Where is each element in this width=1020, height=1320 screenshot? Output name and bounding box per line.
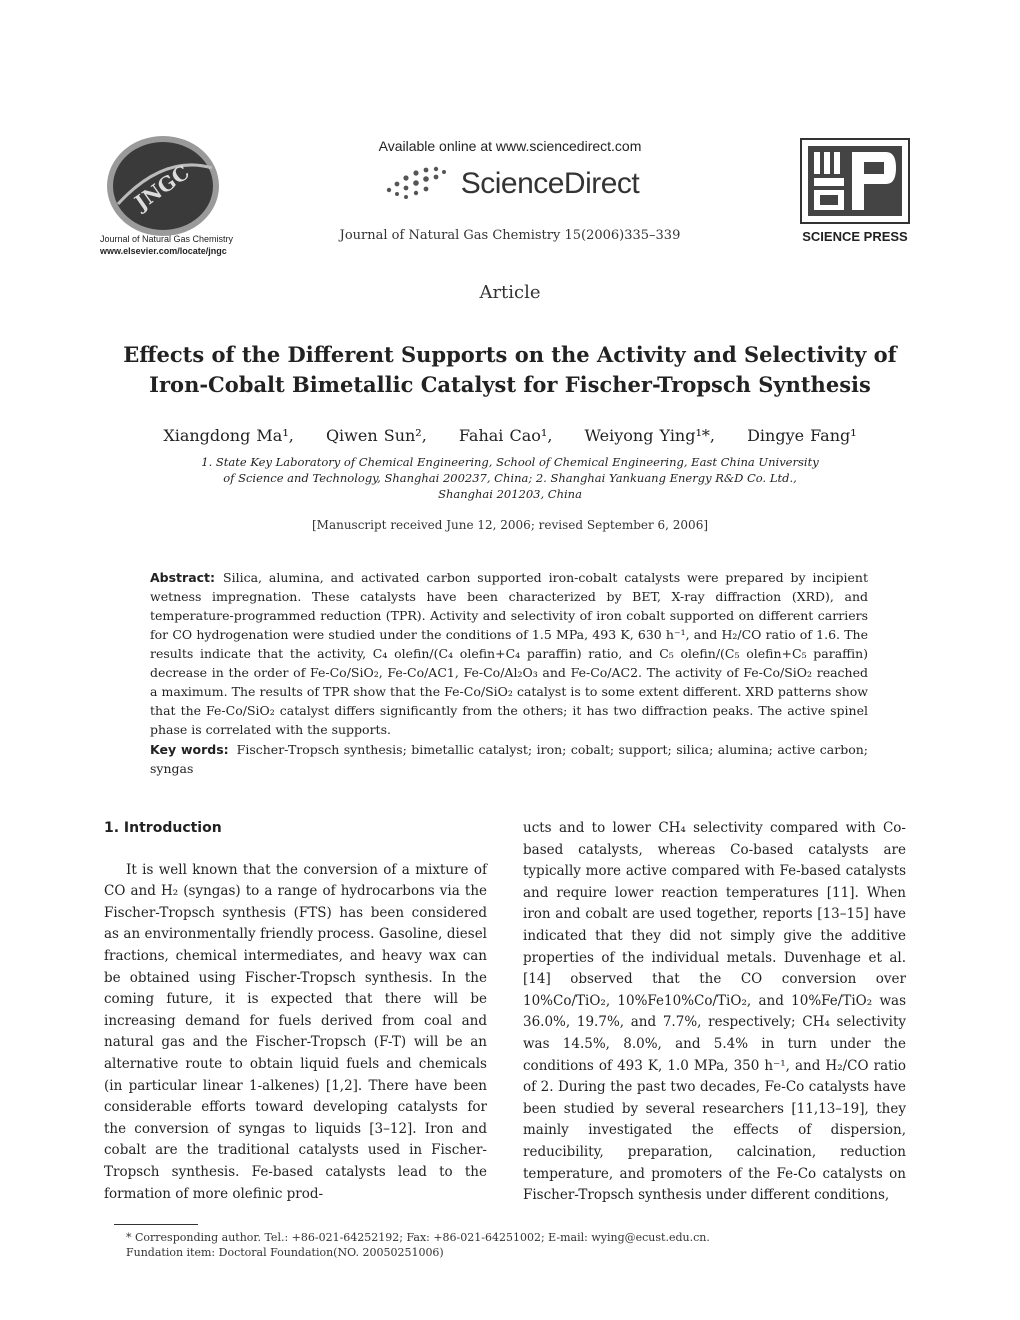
keywords	[150, 740, 868, 778]
author: Xiangdong Ma¹,	[163, 426, 294, 445]
journal-citation: Journal of Natural Gas Chemistry 15(2006)335–339	[339, 228, 681, 243]
paper-title	[90, 340, 930, 400]
available-online-link[interactable]: Available online at www.sciencedirect.com	[378, 138, 642, 154]
keywords-label: Key words:	[150, 742, 229, 757]
manuscript-dates: [Manuscript received June 12, 2006; revised September 6, 2006]	[311, 518, 709, 532]
author-list	[0, 426, 1020, 445]
affiliation-line: of Science and Technology, Shanghai 200237, China; 2. Shanghai Yankuang Energy R&D Co. Ltd.,	[223, 471, 797, 485]
affiliation-line: Shanghai 201203, China	[438, 487, 582, 501]
body-column-left	[104, 818, 487, 1205]
intro-paragraph-continued: ucts and to lower CH₄ selectivity compared with Co-based catalysts, whereas Co-based catalysts are typically more active compared with Fe-based catalysts and require lower reaction temperatures [11]. When iron and cobalt are used together, reports [13–15] have indicated that they did not simply give the additive properties of the individual metals. Duvenhage et al. [14] observed that the CO conversion over 10%Co/TiO₂, 10%Fe10%Co/TiO₂, and 10%Fe/TiO₂ was 36.0%, 19.7%, and 7.7%, respectively; CH₄ selectivity was 14.5%, 8.0%, and 5.4% in turn under the conditions of 493 K, 1.0 MPa, 350 h⁻¹, and H₂/CO ratio of 2. During the past two decades, Fe-Co catalysts have been studied by several researchers [11,13–19], they mainly investigated the effects of dispersion, reducibility, preparation, calcination, reduction temperature, and promoters of the Fe-Co catalysts on Fischer-Tropsch synthesis under different conditions,	[523, 820, 906, 1204]
jngc-url[interactable]: www.elsevier.com/locate/jngc	[100, 246, 227, 256]
body-column-right	[523, 818, 906, 1207]
abstract	[150, 568, 868, 739]
author: Weiyong Ying¹*,	[584, 426, 715, 445]
intro-paragraph: It is well known that the conversion of a mixture of CO and H₂ (syngas) to a range of hydrocarbons via the Fischer-Tropsch synthesis (FTS) has been considered as an environmentally friendly process. Gasoline, diesel fractions, chemical intermediates, and heavy wax can be obtained using Fischer-Tropsch synthesis. In the coming future, it is expected that there will be increasing demand for fuels derived from coal and natural gas and the Fischer-Tropsch (F-T) will be an alternative route to obtain liquid fuels and chemicals (in particular linear 1-alkenes) [1,2]. There have been considerable efforts toward developing catalysts for the conversion of syngas to liquids [3–12]. Iron and cobalt are the traditional catalysts used in Fischer-Tropsch synthesis. Fe-based catalysts lead to the formation of more olefinic prod-	[104, 861, 487, 1202]
article-type: Article	[479, 282, 541, 303]
footnotes	[126, 1230, 710, 1260]
publisher-name: SCIENCE PRESS	[802, 229, 908, 244]
title-line: Iron-Cobalt Bimetallic Catalyst for Fischer-Tropsch Synthesis	[149, 372, 871, 397]
keywords-text: Fischer-Tropsch synthesis; bimetallic catalyst; iron; cobalt; support; silica; alumina; active carbon; syngas	[150, 742, 868, 776]
title-line: Effects of the Different Supports on the Activity and Selectivity of	[123, 342, 897, 367]
jngc-logo-text: JNGC	[130, 160, 194, 215]
jngc-caption: Journal of Natural Gas Chemistry	[100, 234, 234, 244]
abstract-text: Silica, alumina, and activated carbon supported iron-cobalt catalysts were prepared by incipient wetness impregnation. These catalysts have been characterized by BET, X-ray diffraction (XRD), and temperature-programmed reduction (TPR). Activity and selectivity of iron cobalt supported on different carriers for CO hydrogenation were studied under the conditions of 1.5 MPa, 493 K, 630 h⁻¹, and H₂/CO ratio of 1.6. The results indicate that the activity, C₄ olefin/(C₄ olefin+C₄ paraffin) ratio, and C₅ olefin/(C₅ olefin+C₅ paraffin) decrease in the order of Fe-Co/SiO₂, Fe-Co/AC1, Fe-Co/Al₂O₃ and Fe-Co/AC2. The activity of Fe-Co/SiO₂ reached a maximum. The results of TPR show that the Fe-Co/SiO₂ catalyst is to some extent different. XRD patterns show that the Fe-Co/SiO₂ catalyst differs significantly from the others; it has two diffraction peaks. The active spinel phase is correlated with the supports.	[150, 570, 868, 737]
abstract-label: Abstract:	[150, 570, 216, 585]
footnote-corresponding: * Corresponding author. Tel.: +86-021-64252192; Fax: +86-021-64251002; E-mail: wying@ecust.edu.cn.	[126, 1231, 710, 1244]
affiliations	[120, 454, 900, 502]
footnote-funding: Fundation item: Doctoral Foundation(NO. 20050251006)	[126, 1246, 444, 1259]
footnote-rule	[114, 1224, 198, 1225]
author: Fahai Cao¹,	[458, 426, 553, 445]
sciencedirect-dots-icon	[381, 164, 451, 204]
author: Dingye Fang¹	[747, 426, 857, 445]
sciencedirect-wordmark: ScienceDirect	[460, 167, 640, 200]
affiliation-line: 1. State Key Laboratory of Chemical Engineering, School of Chemical Engineering, East China University	[201, 455, 819, 469]
section-heading: 1. Introduction	[104, 820, 222, 836]
author: Qiwen Sun²,	[325, 426, 427, 445]
science-press-logo	[800, 138, 910, 224]
